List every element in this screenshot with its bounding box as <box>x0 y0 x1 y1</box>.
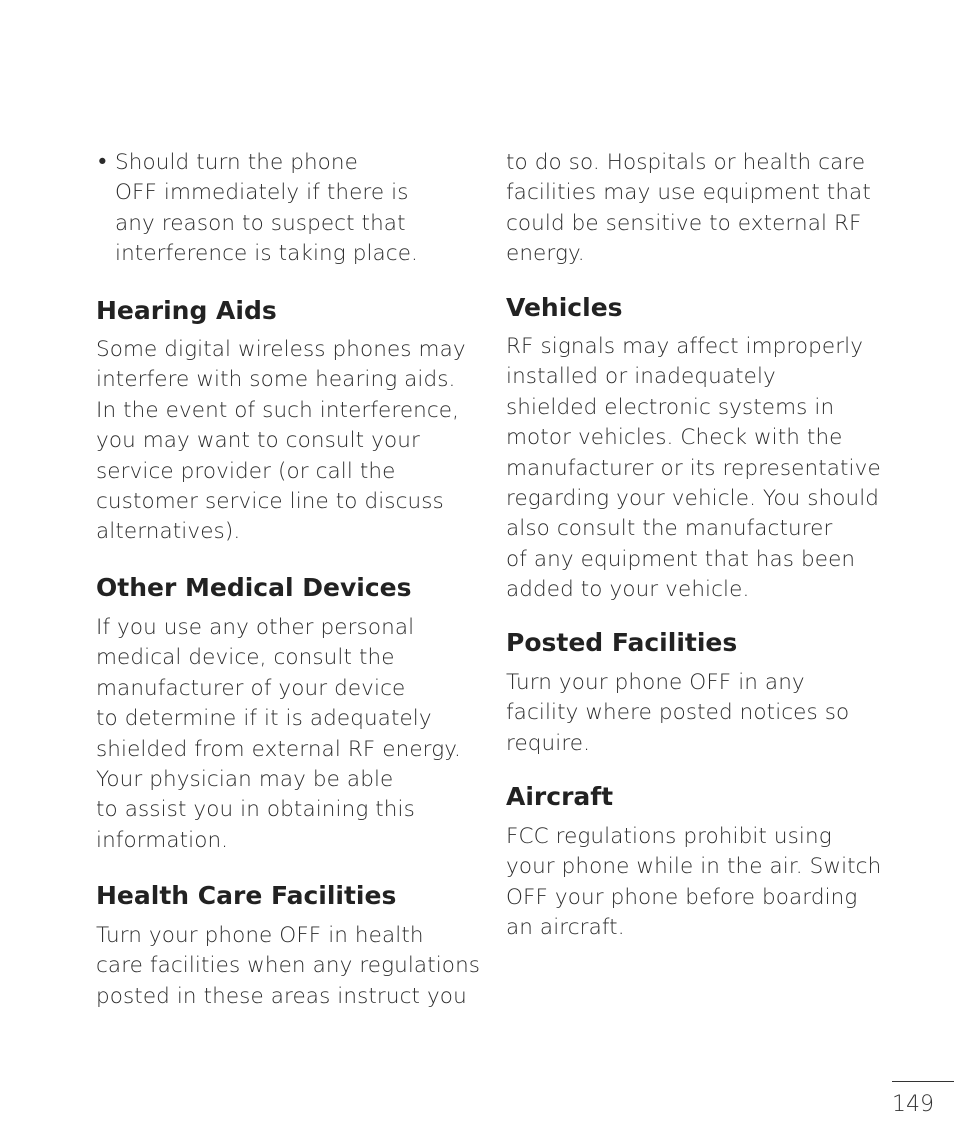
medical-devices-text: If you use any other personal medical device, consult the manufacturer of your device to determine if it is adequately shielded from external RF energy. Your physician may be able to assist you in obtaining this information. <box>96 615 461 853</box>
heading-posted-facilities: Posted Facilities <box>506 628 738 657</box>
aircraft-text: FCC regulations prohibit using your phone while in the air. Switch OFF your phone before boarding an aircraft. <box>506 824 882 941</box>
heading-aircraft: Aircraft <box>506 782 614 811</box>
heading-health-care-facilities: Health Care Facilities <box>96 881 397 910</box>
heading-other-medical-devices: Other Medical Devices <box>96 573 412 602</box>
health-care-continued-text: to do so. Hospitals or health care facilities may use equipment that could be sensitive to external RF energy. <box>506 150 871 267</box>
vehicles-text: RF signals may affect improperly installed or inadequately shielded electronic systems in motor vehicles. Check with the manufacturer or its representative regarding your vehicle. You should also consult the manufacturer of any equipment that has been added to your vehicle. <box>506 334 881 603</box>
bullet-marker: • <box>96 150 109 175</box>
footer-rule <box>892 1081 954 1082</box>
heading-vehicles: Vehicles <box>506 293 623 322</box>
page-number: 149 <box>892 1092 934 1117</box>
posted-facilities-text: Turn your phone OFF in any facility where posted notices so require. <box>506 670 850 756</box>
heading-hearing-aids: Hearing Aids <box>96 296 277 325</box>
bullet-text: Should turn the phone OFF immediately if there is any reason to suspect that interference is taking place. <box>115 150 418 267</box>
hearing-aids-text: Some digital wireless phones may interfere with some hearing aids. In the event of such interference, you may want to consult your service provider (or call the customer service line to discuss alternatives). <box>96 337 466 545</box>
health-care-text: Turn your phone OFF in health care facilities when any regulations posted in these areas instruct you <box>96 923 481 1009</box>
